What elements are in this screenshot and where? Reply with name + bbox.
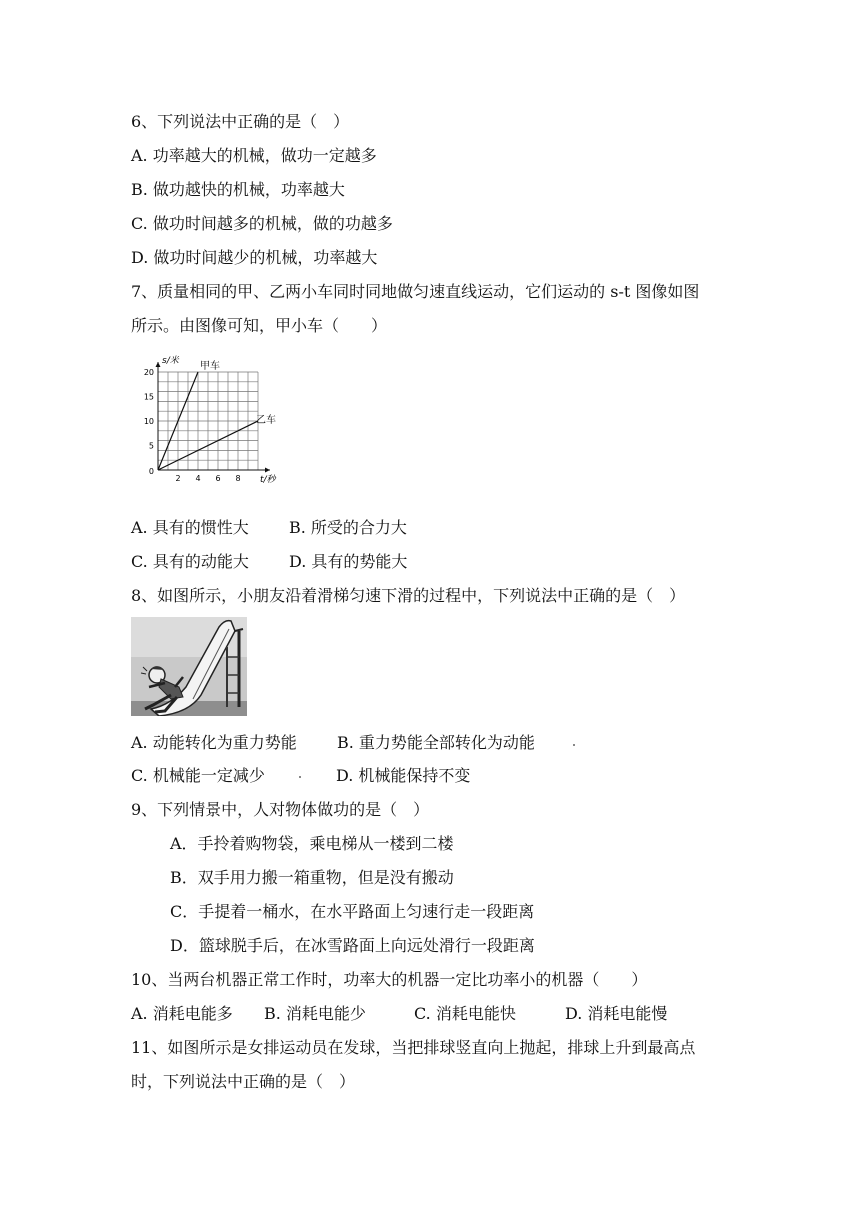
- q10-stem: 10、当两台机器正常工作时，功率大的机器一定比功率小的机器（ ）: [131, 970, 648, 989]
- origin-label: 0: [148, 467, 154, 476]
- q9-stem: 9、下列情景中，人对物体做功的是（ ）: [131, 800, 430, 819]
- q8-option-a: A. 动能转化为重力势能: [131, 733, 297, 752]
- q9-option-c: C．手提着一桶水，在水平路面上匀速行走一段距离: [170, 902, 535, 921]
- q9-option-d: D．篮球脱手后，在冰雪路面上向远处滑行一段距离: [170, 936, 535, 955]
- q7-option-c: C. 具有的动能大: [131, 552, 249, 571]
- y-axis-arrow: [156, 362, 161, 367]
- q6-option-d: D. 做功时间越少的机械，功率越大: [131, 248, 378, 267]
- q6-option-c: C. 做功时间越多的机械，做的功越多: [131, 214, 393, 233]
- stray-mark: [299, 776, 301, 778]
- q8-option-c: C. 机械能一定减少: [131, 766, 265, 785]
- q6-option-b: B. 做功越快的机械，功率越大: [131, 180, 345, 199]
- q8-stem: 8、如图所示，小朋友沿着滑梯匀速下滑的过程中，下列说法中正确的是（ ）: [131, 586, 686, 605]
- y-tick-label: 5: [148, 441, 154, 451]
- q11-stem-line1: 11、如图所示是女排运动员在发球，当把排球竖直向上抛起，排球上升到最高点: [131, 1038, 696, 1057]
- x-tick-label: 6: [215, 474, 221, 483]
- q6-stem: 6、下列说法中正确的是（ ）: [131, 112, 350, 131]
- q10-option-d: D. 消耗电能慢: [565, 1004, 668, 1023]
- y-tick-label: 20: [143, 368, 154, 377]
- q7-stem-line2: 所示。由图像可知，甲小车（ ）: [131, 316, 388, 335]
- q10-option-b: B. 消耗电能少: [264, 1004, 366, 1023]
- st-chart-svg: [140, 352, 280, 487]
- q9-option-b: B．双手用力搬一箱重物，但是没有搬动: [170, 868, 454, 887]
- q8-option-b: B. 重力势能全部转化为动能: [337, 733, 535, 752]
- x-axis-label: t/秒: [260, 475, 276, 485]
- q9-option-a: A．手拎着购物袋，乘电梯从一楼到二楼: [170, 834, 454, 853]
- x-axis-arrow: [265, 468, 270, 473]
- y-tick-label: 10: [143, 417, 154, 426]
- q7-option-b: B. 所受的合力大: [289, 518, 407, 537]
- q8-option-d: D. 机械能保持不变: [336, 766, 471, 785]
- series-label-yi: 乙车: [256, 415, 276, 426]
- y-tick-label: 15: [143, 392, 154, 402]
- q10-option-a: A. 消耗电能多: [131, 1004, 233, 1023]
- st-chart: [140, 352, 280, 487]
- q10-option-c: C. 消耗电能快: [414, 1004, 516, 1023]
- x-tick-label: 2: [175, 474, 181, 483]
- y-axis-label: s/米: [162, 356, 179, 366]
- slide-illustration: [131, 617, 247, 716]
- q7-option-d: D. 具有的势能大: [289, 552, 408, 571]
- q7-option-a: A. 具有的惯性大: [131, 518, 249, 537]
- q7-stem-line1: 7、质量相同的甲、乙两小车同时同地做匀速直线运动，它们运动的 s-t 图像如图: [131, 282, 700, 301]
- stray-mark: [573, 744, 575, 746]
- q6-option-a: A. 功率越大的机械，做功一定越多: [131, 146, 377, 165]
- x-tick-label: 4: [195, 474, 201, 483]
- q11-stem-line2: 时，下列说法中正确的是（ ）: [131, 1072, 356, 1091]
- series-label-jia: 甲车: [200, 361, 220, 372]
- x-tick-label: 8: [235, 474, 241, 483]
